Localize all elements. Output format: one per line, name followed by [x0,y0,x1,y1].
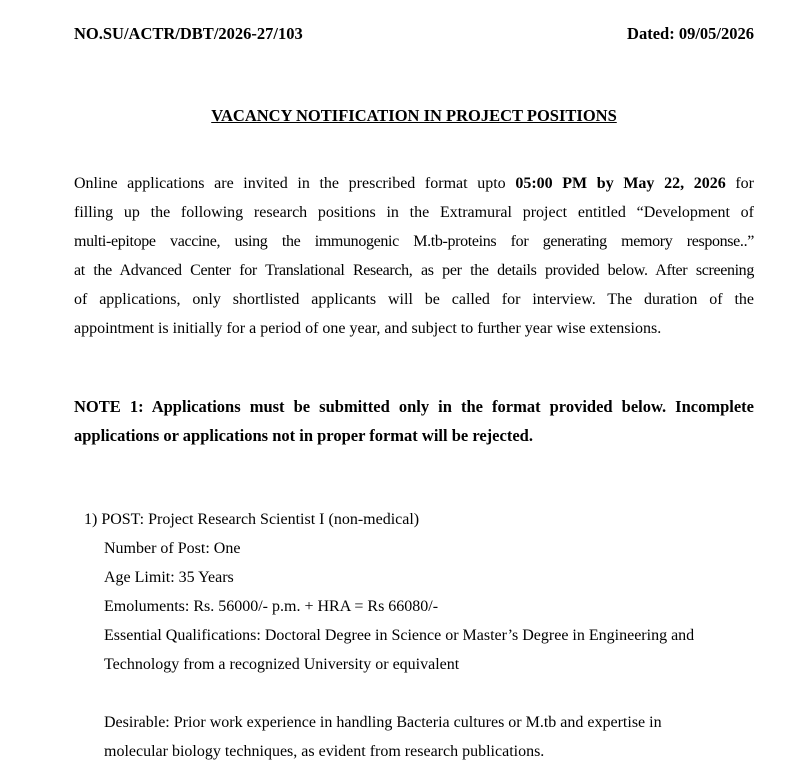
post-details [84,534,754,766]
intro-line [74,169,754,198]
reference-number: NO.SU/ACTR/DBT/2026-27/103 [74,24,303,43]
desirable-qualifications: Desirable: Prior work experience in handling Bacteria cultures or M.tb and expertise in [104,714,662,731]
post-heading: 1) POST: Project Research Scientist I (non-medical) [84,511,420,528]
intro-text: for [725,175,755,192]
post-section [84,505,754,766]
essential-qualifications-cont: Technology from a recognized University or equivalent [104,656,460,673]
intro-line: at the Advanced Center for Translational Research, as per the details provided below. After screening [74,262,754,279]
note-paragraph [74,392,754,450]
intro-text: Online applications are invited in the prescribed format upto [74,175,516,192]
deadline-text: 05:00 PM by May 22, 2026 [515,175,726,192]
age-limit: Age Limit: 35 Years [104,569,234,586]
spacer [104,679,754,708]
intro-line: appointment is initially for a period of one year, and subject to further year wise extensions. [74,320,662,337]
page-title: VACANCY NOTIFICATION IN PROJECT POSITIONS [211,106,617,125]
desirable-qualifications-cont: molecular biology techniques, as evident from research publications. [104,743,545,760]
intro-line: of applications, only shortlisted applicants will be called for interview. The duration of the [74,291,754,308]
essential-qualifications: Essential Qualifications: Doctoral Degree in Science or Master’s Degree in Engineering and [104,627,695,644]
document-header [74,24,754,46]
intro-line: filling up the following research positions in the Extramural project entitled “Development of [74,204,754,221]
number-of-post: Number of Post: One [104,540,241,557]
note-line: applications or applications not in proper format will be rejected. [74,426,533,445]
intro-paragraph [74,169,754,343]
note-line: NOTE 1: Applications must be submitted only in the format provided below. Incomplete [74,397,754,416]
emoluments: Emoluments: Rs. 56000/- p.m. + HRA = Rs 66080/- [104,598,439,615]
document-date: Dated: 09/05/2026 [627,24,754,43]
intro-line: multi-epitope vaccine, using the immunogenic M.tb-proteins for generating memory response..” [74,233,754,250]
